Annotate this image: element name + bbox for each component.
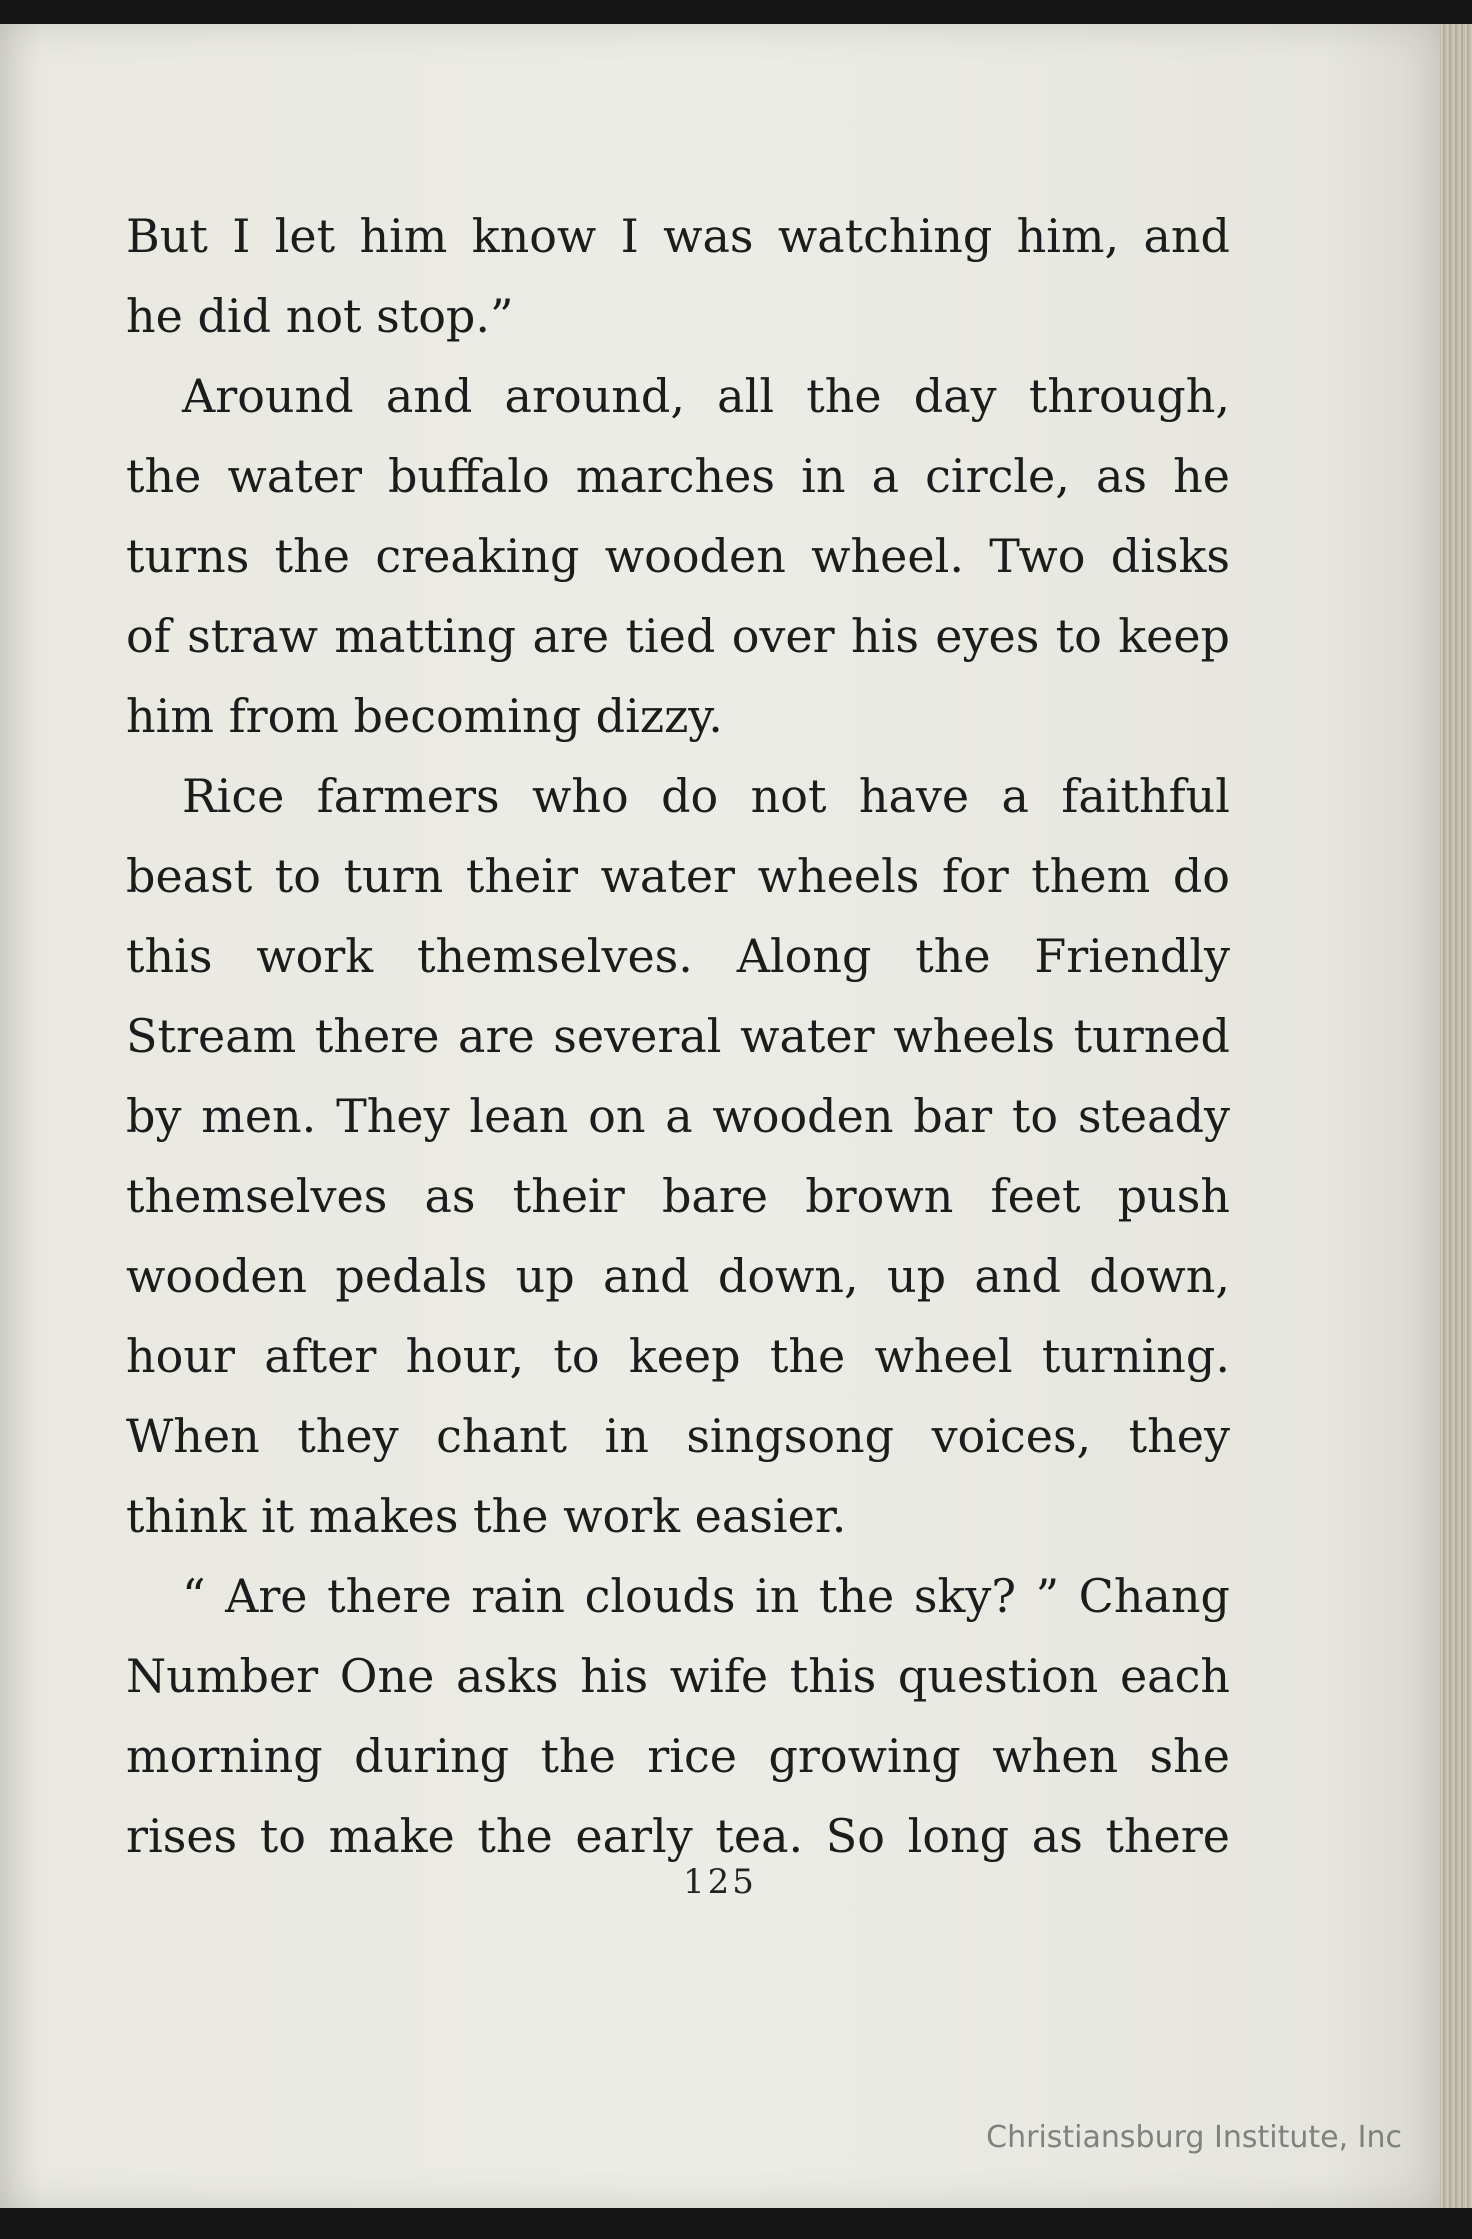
text-line: When they chant in singsong voices, they [126,1409,1230,1463]
watermark-text: Christiansburg Institute, Inc [986,2120,1402,2155]
text-line: morning during the rice growing when she [126,1729,1230,1783]
text-line: hour after hour, to keep the wheel turning. [126,1329,1230,1383]
text-line: “ Are there rain clouds in the sky? ” Chang [182,1569,1230,1623]
body-text [126,196,1230,1876]
text-line: Number One asks his wife this question each [126,1649,1230,1703]
text-line: this work themselves. Along the Friendly [126,929,1230,983]
text-line: think it makes the work easier. [126,1489,847,1543]
text-line: Around and around, all the day through, [182,369,1230,423]
text-line: But I let him know I was watching him, and [126,209,1230,263]
page-number: 125 [683,1862,757,1902]
text-line: the water buffalo marches in a circle, as he [126,449,1230,503]
text-line: wooden pedals up and down, up and down, [126,1249,1230,1303]
text-line: themselves as their bare brown feet push [126,1169,1230,1223]
text-line: of straw matting are tied over his eyes to keep [126,609,1230,663]
text-line: Stream there are several water wheels turned [126,1009,1230,1063]
text-line: he did not stop.” [126,289,514,343]
text-line: him from becoming dizzy. [126,689,723,743]
text-line: rises to make the early tea. So long as there [126,1809,1230,1863]
text-line: beast to turn their water wheels for them do [126,849,1230,903]
text-line: turns the creaking wooden wheel. Two disks [126,529,1230,583]
text-line: by men. They lean on a wooden bar to steady [126,1089,1230,1143]
page-edge [1440,24,1472,2208]
text-line: Rice farmers who do not have a faithful [182,769,1230,823]
